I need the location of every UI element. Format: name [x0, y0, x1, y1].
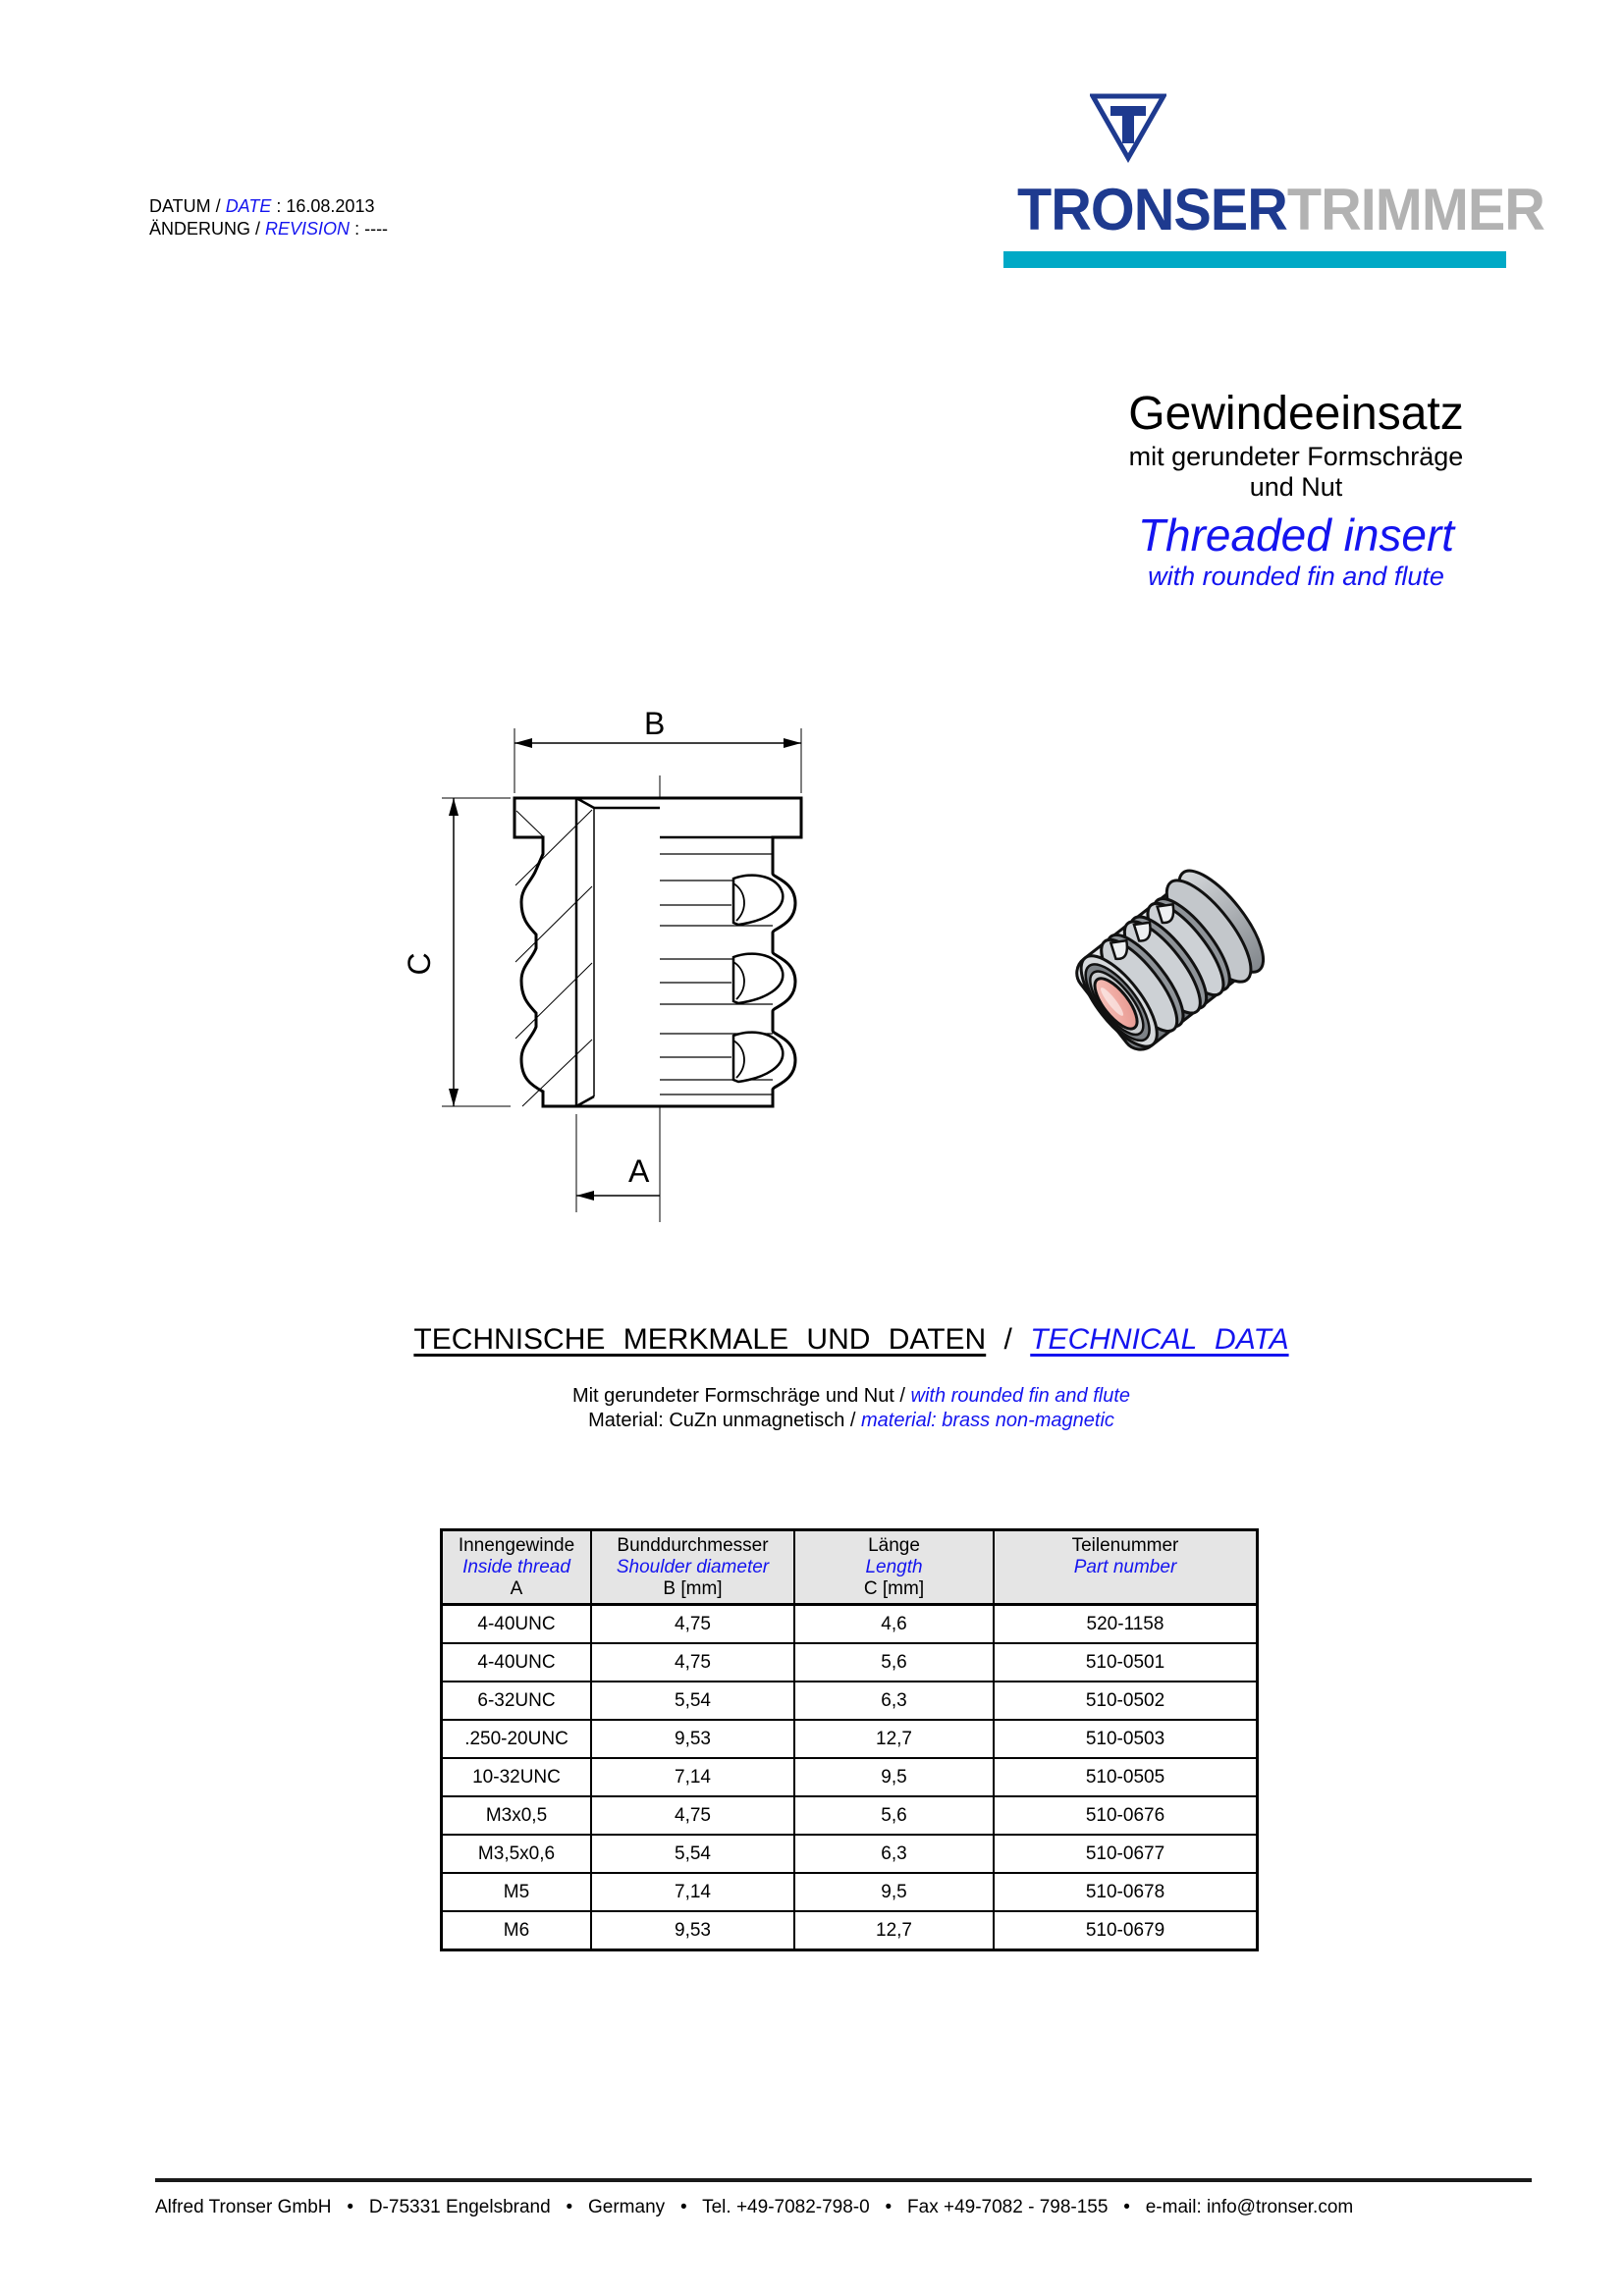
table-cell: M5 — [443, 1874, 592, 1910]
line2-de: Material: CuZn unmagnetisch — [588, 1410, 845, 1431]
table-cell: M3x0,5 — [443, 1797, 592, 1834]
table-row — [443, 1836, 1256, 1874]
title-block — [1060, 387, 1532, 592]
footer-divider — [155, 2178, 1532, 2182]
table-cell: M6 — [443, 1912, 592, 1949]
tech-table — [440, 1528, 1259, 1951]
table-cell: 5,54 — [592, 1836, 795, 1872]
table-cell: 12,7 — [795, 1721, 995, 1757]
revision-value: ---- — [364, 219, 389, 239]
technical-data-subtitles — [262, 1384, 1440, 1433]
table-cell: 4,6 — [795, 1606, 995, 1642]
table-row — [443, 1606, 1256, 1644]
table-cell: 9,53 — [592, 1721, 795, 1757]
table-cell: 510-0502 — [1085, 1690, 1165, 1711]
table-cell: 510-0676 — [1085, 1805, 1165, 1826]
table-cell: 4-40UNC — [443, 1606, 592, 1642]
table-row — [443, 1644, 1256, 1682]
table-cell: 4,75 — [592, 1644, 795, 1681]
product-title-de: Gewindeeinsatz — [1128, 388, 1464, 440]
table-cell: 6,3 — [795, 1836, 995, 1872]
table-cell: 510-0678 — [1085, 1882, 1165, 1902]
brand-accent-bar — [1003, 251, 1506, 268]
date-line — [149, 195, 388, 218]
table-cell: 7,14 — [592, 1759, 795, 1795]
table-header-row — [443, 1531, 1256, 1606]
separator: / — [893, 1385, 911, 1407]
table-cell: 12,7 — [795, 1912, 995, 1949]
line1-de: Mit gerundeter Formschräge und Nut — [571, 1385, 894, 1407]
table-row — [443, 1759, 1256, 1797]
table-cell: 9,53 — [592, 1912, 795, 1949]
material-line-2 — [262, 1409, 1440, 1433]
table-cell: 7,14 — [592, 1874, 795, 1910]
separator: : — [350, 219, 365, 239]
table-row — [443, 1912, 1256, 1949]
table-cell: 4-40UNC — [443, 1644, 592, 1681]
technical-data-heading — [262, 1323, 1440, 1357]
dim-label-b: B — [644, 706, 666, 741]
column-header: Innengewinde Inside thread A — [443, 1531, 592, 1603]
table-cell: 9,5 — [795, 1874, 995, 1910]
dim-label-c: C — [402, 952, 437, 976]
heading-en: TECHNICAL DATA — [1030, 1323, 1289, 1356]
product-3d-image — [1026, 828, 1306, 1102]
revision-label-en: REVISION — [265, 219, 351, 239]
table-cell: 6-32UNC — [443, 1682, 592, 1719]
dim-label-a: A — [628, 1153, 650, 1189]
product-subtitle-de-2: und Nut — [1249, 472, 1343, 502]
separator: / — [986, 1323, 1031, 1356]
separator: / — [250, 219, 266, 239]
material-line-1 — [262, 1384, 1440, 1409]
brand-primary: TRONSER — [1017, 177, 1287, 242]
table-cell: 5,6 — [795, 1644, 995, 1681]
table-cell: 4,75 — [592, 1797, 795, 1834]
table-cell: 9,5 — [795, 1759, 995, 1795]
table-body — [443, 1606, 1256, 1949]
table-cell: 520-1158 — [1086, 1614, 1164, 1634]
table-row — [443, 1874, 1256, 1912]
column-header: Bunddurchmesser Shoulder diameter B [mm] — [592, 1531, 795, 1603]
line1-en: with rounded fin and flute — [910, 1385, 1131, 1407]
product-subtitle-de-1: mit gerundeter Formschräge — [1128, 442, 1464, 471]
technical-drawing — [383, 677, 844, 1247]
separator: / — [210, 196, 226, 216]
revision-label-de: ÄNDERUNG — [149, 219, 251, 239]
table-cell: 510-0679 — [1085, 1920, 1165, 1941]
table-cell: 5,54 — [592, 1682, 795, 1719]
product-subtitle-en: with rounded fin and flute — [1148, 561, 1444, 591]
table-cell: .250-20UNC — [443, 1721, 592, 1757]
separator: / — [844, 1410, 861, 1431]
line2-en: material: brass non-magnetic — [861, 1410, 1114, 1431]
column-header: Teilenummer Part number — [1071, 1535, 1179, 1577]
brand-secondary: TRIMMER — [1286, 177, 1544, 242]
table-cell: 510-0501 — [1085, 1652, 1165, 1673]
date-label-de: DATUM — [149, 196, 211, 216]
table-cell: 10-32UNC — [443, 1759, 592, 1795]
table-cell: 5,6 — [795, 1797, 995, 1834]
product-title-en: Threaded insert — [1137, 509, 1455, 561]
tronser-triangle-logo-icon — [1090, 93, 1166, 164]
table-row — [443, 1682, 1256, 1721]
table-row — [443, 1721, 1256, 1759]
footer-contact: Alfred Tronser GmbH • D-75331 Engelsbrand • Germany • Tel. +49-7082-798-0 • Fax +49-7082 - 798-155 • e-mail: info@tronser.com — [155, 2197, 1354, 2217]
document-meta — [149, 195, 388, 240]
table-cell: 510-0503 — [1085, 1729, 1165, 1749]
table-cell: 510-0505 — [1085, 1767, 1165, 1788]
table-cell: 6,3 — [795, 1682, 995, 1719]
table-cell: 510-0677 — [1085, 1843, 1165, 1864]
separator: : — [271, 196, 287, 216]
date-label-en: DATE — [225, 196, 272, 216]
date-value: 16.08.2013 — [286, 196, 375, 216]
brand-wordmark — [1017, 177, 1544, 242]
table-cell: 4,75 — [592, 1606, 795, 1642]
revision-line — [149, 218, 388, 240]
table-cell: M3,5x0,6 — [443, 1836, 592, 1872]
heading-de: TECHNISCHE MERKMALE UND DATEN — [413, 1323, 987, 1356]
table-row — [443, 1797, 1256, 1836]
column-header: Länge Length C [mm] — [795, 1531, 995, 1603]
